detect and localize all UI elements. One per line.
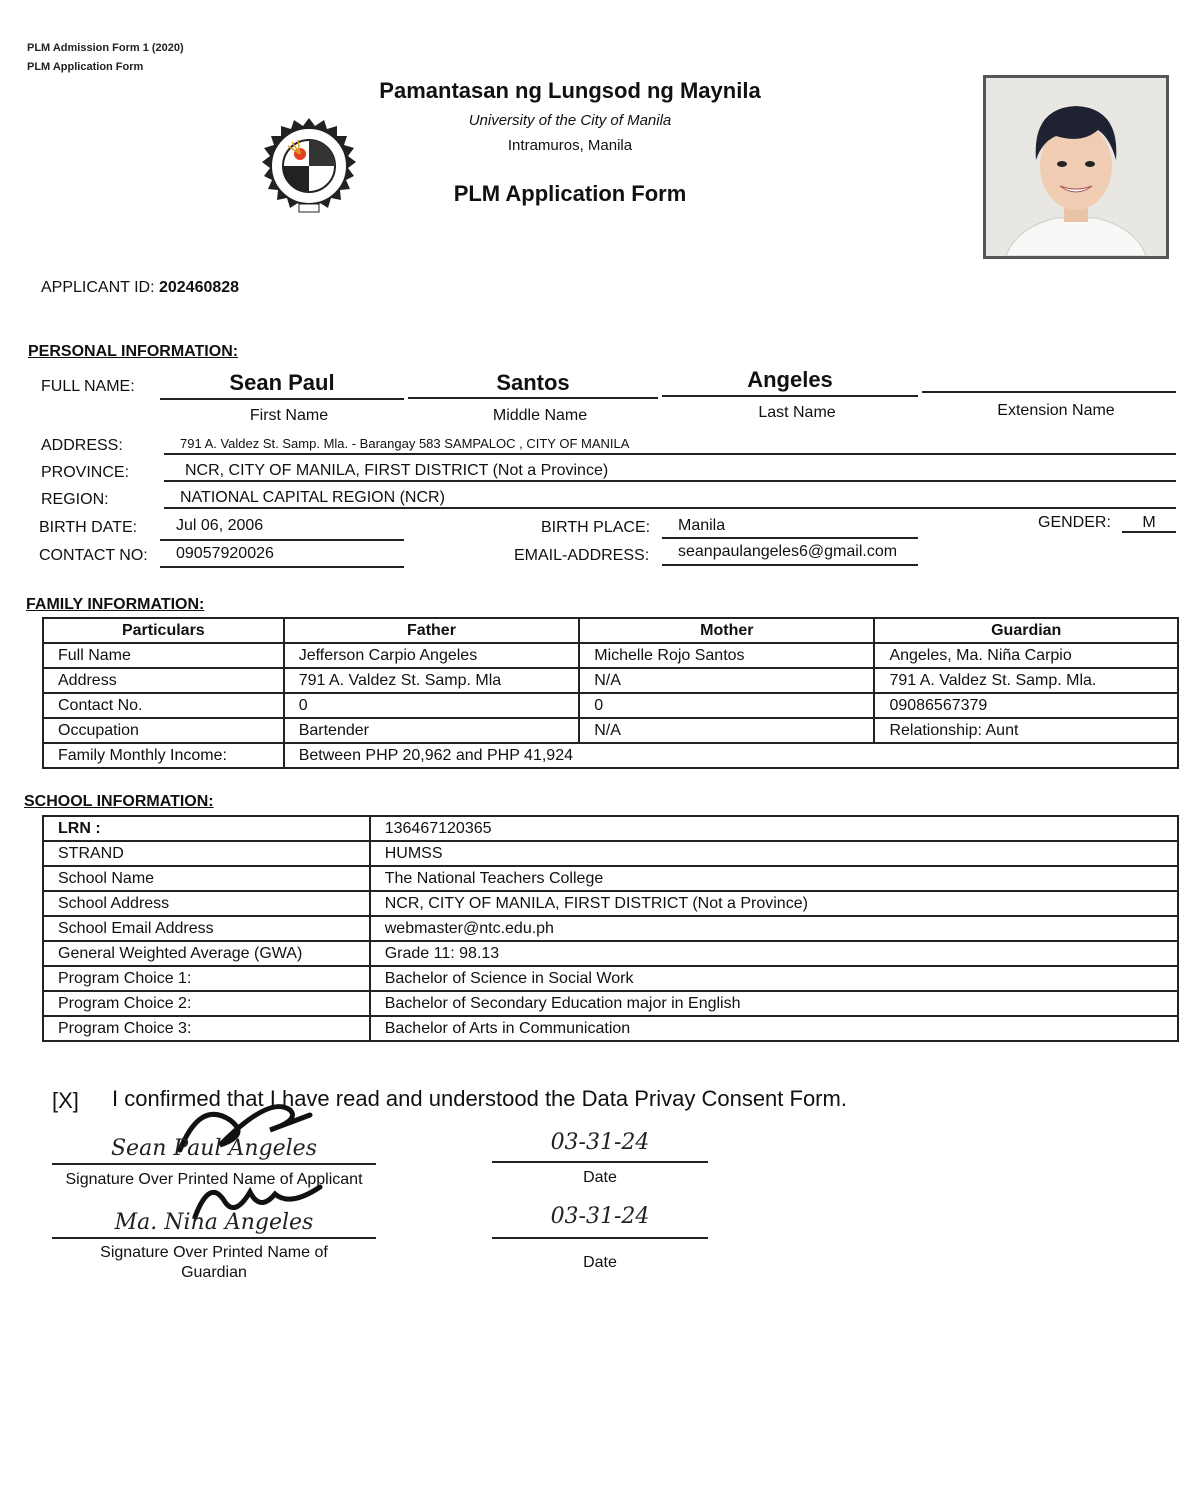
guardian-printed-name: Ma. Nina Angeles: [114, 1210, 314, 1235]
table-cell: Bachelor of Secondary Education major in English: [370, 991, 1178, 1016]
table-cell: webmaster@ntc.edu.ph: [370, 916, 1178, 941]
applicant-photo: [983, 75, 1169, 259]
table-cell: 791 A. Valdez St. Samp. Mla: [284, 668, 580, 693]
table-row: [43, 816, 1178, 841]
extension-name-caption: Extension Name: [997, 402, 1115, 419]
income-label: Family Monthly Income:: [43, 743, 284, 768]
table-cell: HUMSS: [370, 841, 1178, 866]
table-cell: The National Teachers College: [370, 866, 1178, 891]
table-row: [43, 693, 1178, 718]
table-cell: 0: [579, 693, 874, 718]
table-cell: Bachelor of Science in Social Work: [370, 966, 1178, 991]
table-row: [43, 866, 1178, 891]
birth-place-label: BIRTH PLACE:: [541, 519, 651, 536]
family-table: [42, 617, 1179, 769]
address-label: ADDRESS:: [41, 437, 123, 454]
first-name-value: Sean Paul: [229, 370, 335, 395]
table-cell: School Name: [43, 866, 370, 891]
guardian-signature-caption-line1: Signature Over Printed Name of: [100, 1244, 328, 1261]
table-row: [43, 916, 1178, 941]
table-cell: NCR, CITY OF MANILA, FIRST DISTRICT (Not a Province): [370, 891, 1178, 916]
university-location: Intramuros, Manila: [507, 137, 633, 154]
personal-info-heading: PERSONAL INFORMATION:: [28, 343, 239, 360]
table-cell: Program Choice 1:: [43, 966, 370, 991]
table-cell: Jefferson Carpio Angeles: [284, 643, 580, 668]
school-table: [42, 815, 1179, 1042]
table-cell: Program Choice 2:: [43, 991, 370, 1016]
table-cell: Grade 11: 98.13: [370, 941, 1178, 966]
lrn-label: LRN :: [43, 816, 370, 841]
birth-date-value: Jul 06, 2006: [176, 517, 264, 534]
table-cell: Program Choice 3:: [43, 1016, 370, 1041]
form-name: PLM Application Form: [27, 61, 144, 73]
table-cell: Address: [43, 668, 284, 693]
gender-value: M: [1142, 514, 1156, 531]
table-cell: Relationship: Aunt: [874, 718, 1178, 743]
table-cell: General Weighted Average (GWA): [43, 941, 370, 966]
guardian-signature-caption-line2: Guardian: [181, 1264, 247, 1281]
lrn-value: 136467120365: [370, 816, 1178, 841]
applicant-id-label: APPLICANT ID:: [41, 279, 155, 296]
address-value: 791 A. Valdez St. Samp. Mla. - Barangay 583 SAMPALOC , CITY OF MANILA: [180, 436, 630, 451]
consent-text: I confirmed that I have read and understood the Data Privay Consent Form.: [112, 1086, 847, 1111]
table-cell: 09086567379: [874, 693, 1178, 718]
guardian-date-value: 03-31-24: [550, 1204, 650, 1229]
gender-label: GENDER:: [1038, 514, 1111, 531]
table-cell: Full Name: [43, 643, 284, 668]
email-value: seanpaulangeles6@gmail.com: [678, 543, 898, 560]
table-cell: Angeles, Ma. Niña Carpio: [874, 643, 1178, 668]
table-cell: Michelle Rojo Santos: [579, 643, 874, 668]
table-cell: School Email Address: [43, 916, 370, 941]
header-father: Father: [284, 618, 580, 643]
table-cell: N/A: [579, 668, 874, 693]
table-cell: 0: [284, 693, 580, 718]
table-row: [43, 718, 1178, 743]
first-name-caption: First Name: [249, 407, 329, 424]
province-label: PROVINCE:: [41, 464, 130, 481]
table-row: [43, 891, 1178, 916]
table-row: [43, 941, 1178, 966]
university-name: Pamantasan ng Lungsod ng Maynila: [379, 78, 761, 103]
income-row: [43, 743, 1178, 768]
form-title: PLM Application Form: [453, 181, 687, 206]
table-cell: STRAND: [43, 841, 370, 866]
table-row: [43, 991, 1178, 1016]
guardian-date-caption: Date: [583, 1254, 617, 1271]
header-mother: Mother: [579, 618, 874, 643]
applicant-date-value: 03-31-24: [550, 1130, 650, 1155]
income-value: Between PHP 20,962 and PHP 41,924: [284, 743, 1178, 768]
table-row: [43, 643, 1178, 668]
applicant-signature-caption: Signature Over Printed Name of Applicant: [65, 1171, 363, 1188]
university-english-name: University of the City of Manila: [468, 112, 672, 129]
applicant-date-caption: Date: [583, 1169, 617, 1186]
region-label: REGION:: [41, 491, 109, 508]
birth-date-label: BIRTH DATE:: [39, 519, 138, 536]
last-name-caption: Last Name: [758, 404, 836, 421]
birth-place-value: Manila: [678, 517, 726, 534]
contact-label: CONTACT NO:: [39, 547, 148, 564]
table-row: [43, 668, 1178, 693]
consent-checkbox[interactable]: [X]: [52, 1088, 79, 1113]
applicant-printed-name: Sean Paul Angeles: [110, 1136, 317, 1161]
table-cell: Bartender: [284, 718, 580, 743]
header-particulars: Particulars: [43, 618, 284, 643]
form-code: PLM Admission Form 1 (2020): [27, 42, 184, 54]
province-value: NCR, CITY OF MANILA, FIRST DISTRICT (Not a Province): [185, 462, 609, 479]
family-header-row: [43, 618, 1178, 643]
table-cell: Bachelor of Arts in Communication: [370, 1016, 1178, 1041]
last-name-value: Angeles: [747, 367, 833, 392]
region-value: NATIONAL CAPITAL REGION (NCR): [180, 489, 445, 506]
applicant-id-value: 202460828: [158, 279, 240, 296]
middle-name-value: Santos: [496, 370, 570, 395]
full-name-label: FULL NAME:: [41, 378, 135, 395]
school-info-heading: SCHOOL INFORMATION:: [24, 793, 214, 810]
middle-name-caption: Middle Name: [492, 407, 588, 424]
family-info-heading: FAMILY INFORMATION:: [26, 596, 205, 613]
table-cell: School Address: [43, 891, 370, 916]
table-row: [43, 966, 1178, 991]
table-cell: N/A: [579, 718, 874, 743]
table-row: [43, 841, 1178, 866]
university-seal-icon: [252, 116, 366, 230]
table-row: [43, 1016, 1178, 1041]
table-cell: Contact No.: [43, 693, 284, 718]
email-label: EMAIL-ADDRESS:: [514, 547, 650, 564]
contact-value: 09057920026: [176, 545, 274, 562]
applicant-id: [41, 279, 239, 297]
header-guardian: Guardian: [874, 618, 1178, 643]
table-cell: Occupation: [43, 718, 284, 743]
table-cell: 791 A. Valdez St. Samp. Mla.: [874, 668, 1178, 693]
